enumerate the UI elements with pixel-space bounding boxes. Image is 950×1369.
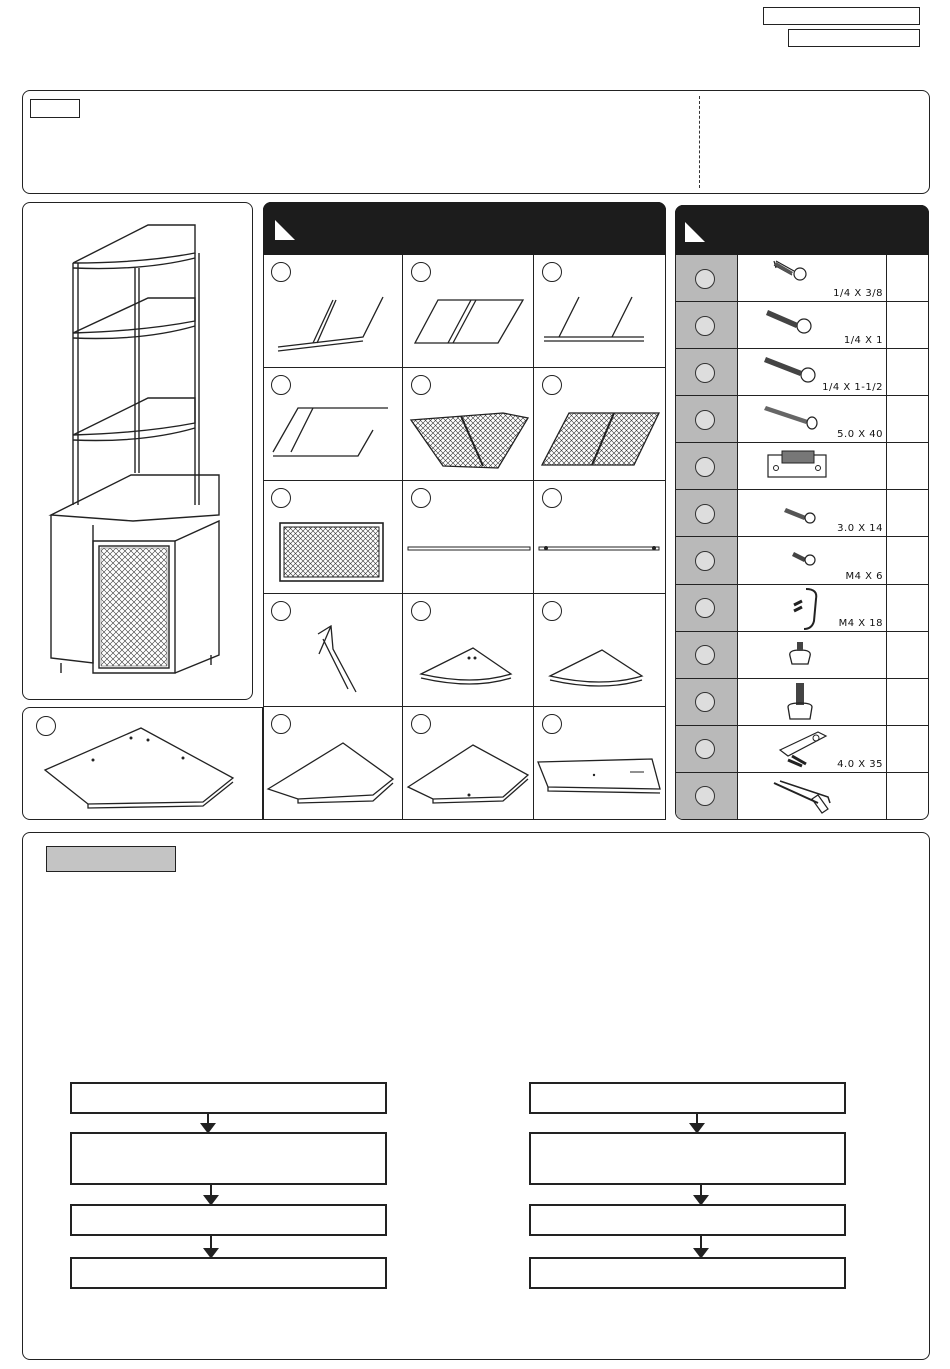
hardware-row [675,255,929,302]
notes-text-left [90,125,690,185]
rod-part-icon [534,481,666,594]
part-cell [403,368,534,481]
flow-step [70,1204,387,1236]
mesh-door-panel-icon [534,368,666,481]
hardware-row [675,302,929,349]
hardware-row [675,773,929,820]
part-cell [534,481,666,594]
flow-step [70,1132,387,1185]
side-frame-part-icon [534,255,666,368]
hardware-row [675,679,929,726]
corner-shelf-icon [534,594,666,707]
hardware-id-circle [695,269,715,289]
part-cell [534,594,666,707]
corner-shelf-icon [403,594,534,707]
part-cell [403,481,534,594]
mesh-panel-icon [263,481,403,594]
part-cell [534,255,666,368]
cabinet-top-icon [23,708,264,821]
part-cell [534,368,666,481]
part-cell [403,707,534,820]
corner-cabinet-illustration [23,203,254,701]
cabinet-shelf-icon [403,707,534,820]
part-cell-large [22,707,263,820]
hardware-spec: 1/4 X 3/8 [833,288,883,300]
hardware-id-circle [695,316,715,336]
hardware-id-circle [695,598,715,618]
hardware-id-circle [695,645,715,665]
part-cell [403,255,534,368]
part-cell [263,255,403,368]
hardware-row [675,585,929,632]
flow-step [529,1204,846,1236]
flow-step [529,1257,846,1289]
hardware-id-circle [695,739,715,759]
header-box-2 [788,29,920,47]
hardware-row [675,538,929,585]
side-frame-part-icon [263,255,403,368]
flow-step [70,1082,387,1114]
hardware-spec: 4.0 X 35 [837,758,883,770]
tools-icon [738,773,886,820]
notes-divider [699,96,700,188]
instructions-label [46,846,176,872]
mesh-door-panel-icon [403,368,534,481]
notes-text-right [710,125,920,185]
hardware-id-circle [695,457,715,477]
flow-step [529,1082,846,1114]
base-frame-part-icon [263,368,403,481]
parts-grid [263,255,666,820]
hardware-row [675,396,929,443]
hardware-row [675,443,929,490]
magnetic-catch-icon [738,443,886,490]
rod-part-icon [403,481,534,594]
hardware-spec: 1/4 X 1 [843,335,883,347]
parts-panel-header [263,202,666,255]
part-cell [263,707,403,820]
hardware-list [675,255,929,820]
cabinet-bottom-icon [263,707,403,820]
hardware-id-circle [695,504,715,524]
part-cell [534,707,666,820]
part-cell [263,368,403,481]
hardware-spec: 3.0 X 14 [837,523,883,535]
hardware-row [675,632,929,679]
side-board-icon [534,707,666,820]
bracket-part-icon [263,594,403,707]
header-box-1 [763,7,920,25]
part-cell [263,481,403,594]
hardware-id-circle [695,786,715,806]
hardware-spec: M4 X 18 [838,617,883,629]
hardware-spec: 5.0 X 40 [837,429,883,441]
hardware-spec: M4 X 6 [845,570,883,582]
part-cell [263,594,403,707]
part-cell [403,594,534,707]
leveling-foot-icon [738,679,886,726]
top-frame-part-icon [403,255,534,368]
hardware-id-circle [695,692,715,712]
notes-label [30,99,80,118]
triangle-icon [275,220,305,250]
hardware-row [675,349,929,396]
flow-step [529,1132,846,1185]
hardware-row [675,490,929,537]
hardware-row [675,726,929,773]
hardware-spec: 1/4 X 1-1/2 [822,382,883,394]
foot-pad-icon [738,632,886,679]
flow-step [70,1257,387,1289]
hardware-id-circle [695,363,715,383]
product-panel [22,202,253,700]
hardware-id-circle [695,551,715,571]
hardware-id-circle [695,410,715,430]
triangle-icon [685,222,715,252]
hardware-panel-header [675,205,929,255]
